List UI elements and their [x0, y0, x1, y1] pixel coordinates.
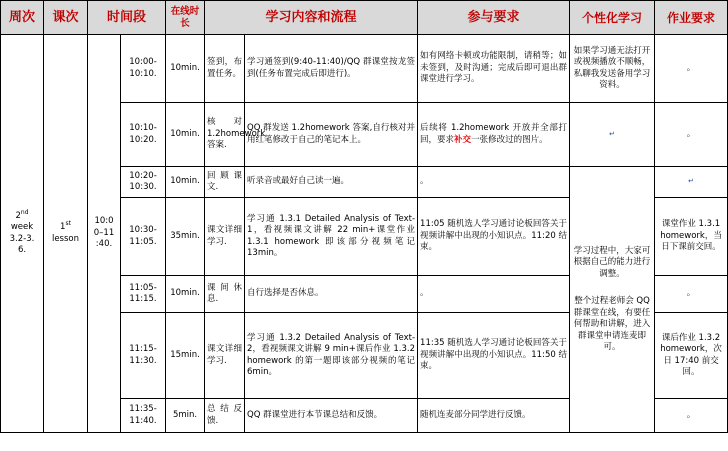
activity: 课文详细学习. [205, 313, 245, 399]
time-slot: 10:20-10:30. [121, 167, 166, 198]
homework-empty [655, 167, 728, 198]
requirement [418, 103, 570, 167]
schedule-row [1, 35, 728, 103]
requirement: 11:35 随机选人学习通讨论板回答关于视频讲解中出现的小知识点。11:50 结束。 [418, 313, 570, 399]
header-period: 时间段 [88, 1, 166, 35]
lesson-number: 1 [60, 222, 66, 232]
week-suffix: nd [20, 208, 29, 216]
requirement: 。 [418, 167, 570, 198]
personalized-block-1: 如果学习通无法打开或视频播放不顺畅，私聊我发送备用学习资料。 [570, 35, 655, 103]
header-lesson: 课次 [44, 1, 88, 35]
personalized-block-2: 学习过程中，大家可根据自己的能力进行调整。 [573, 245, 651, 279]
content: 学习通 1.3.2 Detailed Analysis of Text-2，看视频课文讲解 9 min+课后作业 1.3.2 homework 的第一题即该部分视频的笔记 6min。 [245, 313, 418, 399]
personalized-cell [570, 167, 655, 433]
activity: 回顾课文. [205, 167, 245, 198]
duration: 10min. [166, 103, 205, 167]
week-word: week [10, 222, 34, 232]
week-dates: 3.2-3. [9, 233, 35, 244]
homework: 。 [655, 35, 728, 103]
period-line: :40. [95, 239, 113, 250]
activity: 课文详细学习. [205, 198, 245, 276]
lesson-suffix: st [65, 220, 71, 228]
duration: 10min. [166, 35, 205, 103]
header-row [1, 1, 728, 35]
paragraph-mark: ↵ [609, 129, 615, 138]
homework: 。 [655, 399, 728, 433]
requirement-text: 一张修改过的图片。 [471, 134, 548, 145]
header-week: 周次 [1, 1, 44, 35]
spacer [572, 280, 652, 296]
period-cell [88, 35, 121, 433]
homework: 课堂作业 1.3.1 homework，当日下课前交回。 [655, 198, 728, 276]
time-slot: 10:30-11:05. [121, 198, 166, 276]
content: 听录音或最好自己读一遍。 [245, 167, 418, 198]
requirement: 随机连麦部分同学进行反馈。 [418, 399, 570, 433]
time-slot: 10:00-10:10. [121, 35, 166, 103]
homework: 。 [655, 103, 728, 167]
duration: 15min. [166, 313, 205, 399]
requirement: 如有网络卡顿或功能限制，请稍等；如未签到，及时沟通；完成后即可退出群课堂进行学习。 [418, 35, 570, 103]
homework: 课后作业 1.3.2 homework，次日 17:40 前交回。 [655, 313, 728, 399]
time-slot: 10:10-10:20. [121, 103, 166, 167]
duration: 10min. [166, 167, 205, 198]
content: 学习通签到(9:40-11:40)/QQ 群课堂按龙签到(任务布置完成后即进行)。 [245, 35, 418, 103]
time-slot: 11:35-11:40. [121, 399, 166, 433]
content: 学习通 1.3.1 Detailed Analysis of Text-1，看视频课文讲解 22 min+课堂作业 1.3.1 homework 即该部分视频笔记 13min。 [245, 198, 418, 276]
lesson-cell [44, 35, 88, 433]
header-online-duration: 在线时长 [166, 1, 205, 35]
homework: 。 [655, 276, 728, 313]
requirement-text: 后续将 1.2homework 开放并全部打回，要求 [420, 123, 568, 145]
duration: 10min. [166, 276, 205, 313]
duration: 35min. [166, 198, 205, 276]
duration: 5min. [166, 399, 205, 433]
requirement: 11:05 随机选人学习通讨论板回答关于视频讲解中出现的小知识点。11:20 结束。 [418, 198, 570, 276]
personalized-empty [570, 103, 655, 167]
activity: 课间休息. [205, 276, 245, 313]
time-slot: 11:15-11:30. [121, 313, 166, 399]
header-homework: 作业要求 [655, 1, 728, 35]
requirement: 。 [418, 276, 570, 313]
header-personalized: 个性化学习 [570, 1, 655, 35]
week-cell [1, 35, 44, 433]
content: QQ 群发送 1.2homework 答案,自行核对并用红笔修改于自己的笔记本上。 [245, 103, 418, 167]
week-number: 2 [15, 210, 21, 221]
time-slot: 11:05-11:15. [121, 276, 166, 313]
requirement-emphasis: 补交 [454, 134, 472, 145]
activity: 签到，布置任务。 [205, 35, 245, 103]
header-content: 学习内容和流程 [205, 1, 418, 35]
week-dates-end: 6. [17, 245, 27, 255]
content: QQ 群课堂进行本节课总结和反馈。 [245, 399, 418, 433]
content: 自行选择是否休息。 [245, 276, 418, 313]
personalized-block-3: 整个过程老师会 QQ 群课堂在线，有要任何帮助和讲解，进入群课堂申请连麦即可。 [573, 296, 651, 352]
header-requirement: 参与要求 [418, 1, 570, 35]
lesson-word: lesson [51, 233, 80, 244]
period-line: 10:0 [94, 216, 114, 227]
activity: 总结反馈. [205, 399, 245, 433]
activity: 核对1.2homework答案. [205, 103, 245, 167]
period-line: 0–11 [93, 227, 115, 238]
paragraph-mark: ↵ [688, 177, 694, 186]
